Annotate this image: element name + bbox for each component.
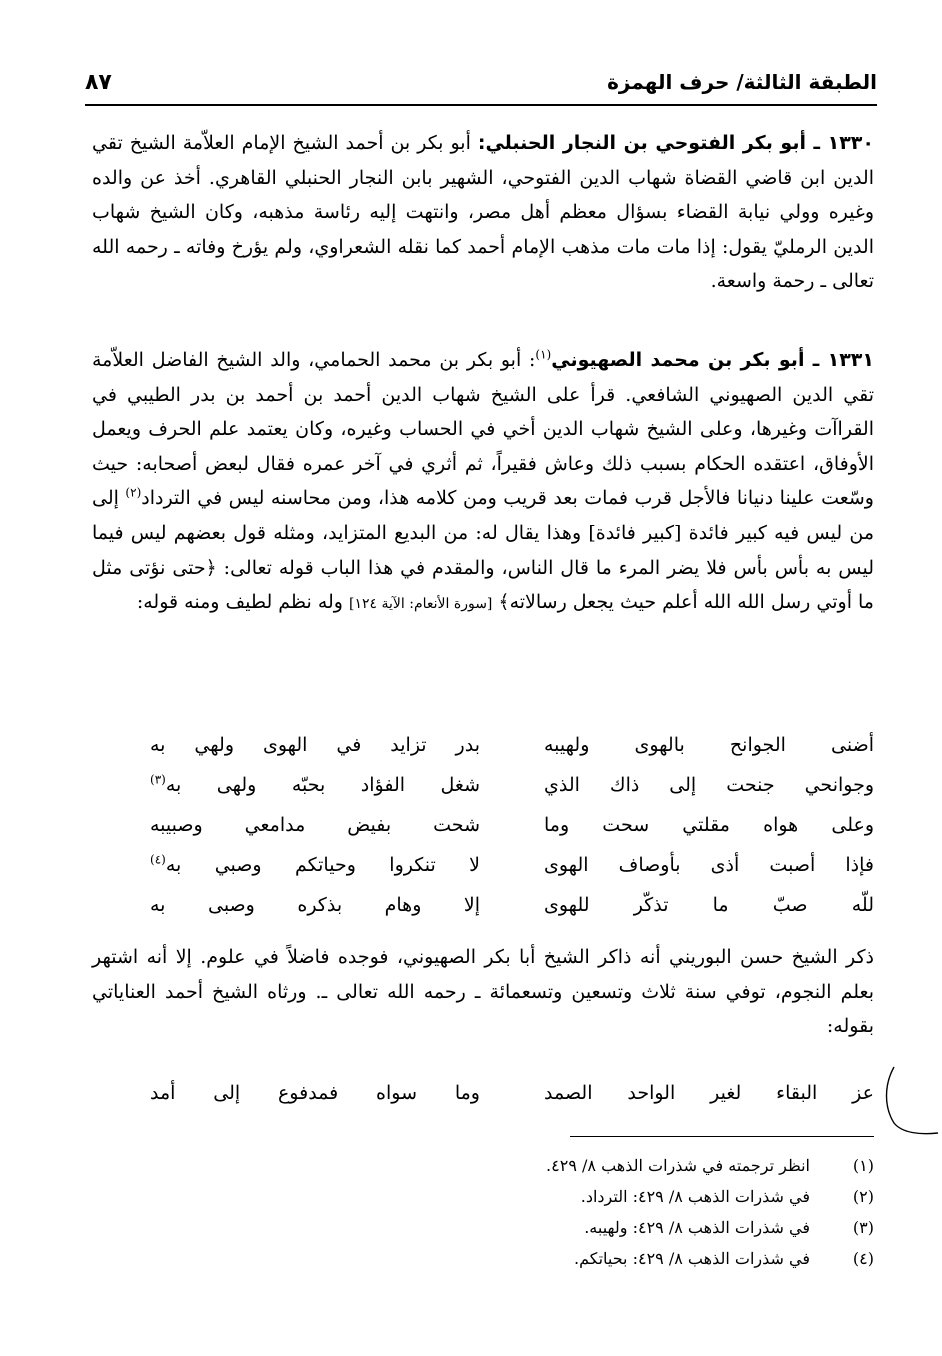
footnote-text: في شذرات الذهب ٨/ ٤٢٩: بحياتكم. <box>574 1249 810 1268</box>
footnote-text: في شذرات الذهب ٨/ ٤٢٩: ولهيبه. <box>584 1218 810 1237</box>
page-number: ٨٧ <box>85 69 112 95</box>
footnote-marker: (٣) <box>150 772 166 787</box>
footnote-marker: (٤) <box>150 852 166 867</box>
entry-text: : أبو بكر بن محمد الحمامي، والد الشيخ الفاضل العلاّمة تقي الدين الصهيوني الشافعي. قرأ على الشيخ شهاب الدين أحمد بن أحمد بن بدر الطيبي في القراآت وغيرها، وعلى الشيخ شهاب الدين أخي في الحساب وغيره، وكان يعتمد علم الحرف ويعمل الأوفاق، اعتقده الحكام بسبب ذلك وعاش فقيراً، ثم أثري في آخر عمره فقال لبعض أصحابه: حيث وسّعت علينا دنيانا فالأجل قرب فمات بعد قريب ومن كلامه هذا، ومن محاسنه ليس في الترداد <box>92 349 874 510</box>
verse-first-hemistich: عز البقاء لغير الواحد الصمد <box>544 1082 874 1104</box>
footnote-text: انظر ترجمته في شذرات الذهب ٨/ ٤٢٩. <box>546 1156 810 1175</box>
header-rule <box>85 104 877 106</box>
footnote-rule <box>570 1136 874 1137</box>
closing-paragraph <box>92 940 874 1044</box>
footnote-marker: (١) <box>535 347 552 362</box>
verse-first-hemistich: وعلى هواه مقلتي سحت وما <box>544 814 874 836</box>
verse-line <box>150 725 874 765</box>
verse-second-hemistich: إلا وهام بذكره وصبى به <box>150 894 480 916</box>
footnotes <box>300 1150 874 1274</box>
entry-heading: ١٣٣٠ ـ أبو بكر الفتوحي بن النجار الحنبلي: <box>477 132 874 154</box>
entry-1330 <box>92 126 874 299</box>
verse-line <box>150 765 874 805</box>
verse-first-hemistich: أضنى الجوانح بالهوى ولهيبه <box>544 734 874 756</box>
running-head: الطبقة الثالثة/ حرف الهمزة <box>607 70 877 94</box>
footnote-text: في شذرات الذهب ٨/ ٤٢٩: الترداد. <box>580 1187 810 1206</box>
entry-heading: ١٣٣١ ـ أبو بكر بن محمد الصهيوني <box>551 349 874 371</box>
verse-line <box>150 805 874 845</box>
verse-second-hemistich: شحت بفيض مدامعي وصبيبه <box>150 814 480 836</box>
footnote <box>300 1150 874 1181</box>
footnote <box>300 1181 874 1212</box>
entry-text: إلى من ليس فيه كبير فائدة [كبير فائدة] وهذا يقال له: من البديع المتزايد، ومثله قول بعضهم ليس فيما ليس به بأس بأس فلا يضر المرء ما قال الناس، والمقدم في هذا الباب قوله تعالى: ﴿حتى نؤتى مثل ما أوتي رسل الله الله أعلم حيث يجعل رسالاته﴾ <box>92 487 874 614</box>
verse-second-hemistich: وما سواه فمدفوع إلى أمد <box>150 1082 480 1104</box>
footnote-number: (١) <box>852 1156 874 1175</box>
footnote <box>300 1243 874 1274</box>
verse-second-hemistich: شغل الفؤاد بحبّه ولهى به$^{(٣)}$ <box>150 772 480 796</box>
elegy-verse <box>150 1073 874 1113</box>
quran-reference: [سورة الأنعام: الآية ١٢٤] <box>349 596 493 613</box>
verse-first-hemistich: وجوانحي جنحت إلى ذاك الذي <box>544 774 874 796</box>
verse-line <box>150 885 874 925</box>
verse-second-hemistich: بدر تزايد في الهوى ولهي به <box>150 734 480 756</box>
entry-text: أبو بكر بن أحمد الشيخ الإمام العلاّمة الشيخ تقي الدين ابن قاضي القضاة شهاب الدين الفتوحي، الشهير بابن النجار الحنبلي القاهري. أخذ عن والده وغيره وولي نيابة القضاء بسؤال معظم أهل مصر، وانتهت إليه رئاسة مذهبه، وكان الشيخ شهاب الدين الرمليّ يقول: إذا مات مات مذهب الإمام أحمد كما نقله الشعراوي، ولم يؤرخ وفاته ـ رحمه الله تعالى ـ رحمة واسعة. <box>92 132 874 293</box>
verse-first-hemistich: فإذا أصبت أذى بأوصاف الهوى <box>544 854 874 876</box>
verse-first-hemistich: للّه صبّ ما تذكّر للهوى <box>544 894 874 916</box>
verse-second-hemistich: لا تنكروا وحياتكم وصبي به$^{(٤)}$ <box>150 852 480 876</box>
page-header <box>85 62 877 102</box>
entry-1331 <box>92 343 874 622</box>
footnote-marker: (٢) <box>125 486 142 501</box>
paragraph-text: ذكر الشيخ حسن البوريني أنه ذاكر الشيخ أبا بكر الصهيوني، فوجده فاضلاً في علوم. إلا أنه اشتهر بعلم النجوم، توفي سنة ثلاث وتسعين وتسعمائة ـ رحمه الله تعالى ـ. ورثاه الشيخ أحمد العناياتي بقوله: <box>92 946 874 1038</box>
footnote-number: (٢) <box>852 1187 874 1206</box>
verse-line <box>150 845 874 885</box>
footnote-number: (٣) <box>852 1218 874 1237</box>
verse-line <box>150 1073 874 1113</box>
poem-verses <box>150 725 874 925</box>
footnote-number: (٤) <box>852 1249 874 1268</box>
footnote <box>300 1212 874 1243</box>
scan-margin-mark <box>880 1065 940 1135</box>
entry-text: وله نظم لطيف ومنه قوله: <box>136 591 350 614</box>
